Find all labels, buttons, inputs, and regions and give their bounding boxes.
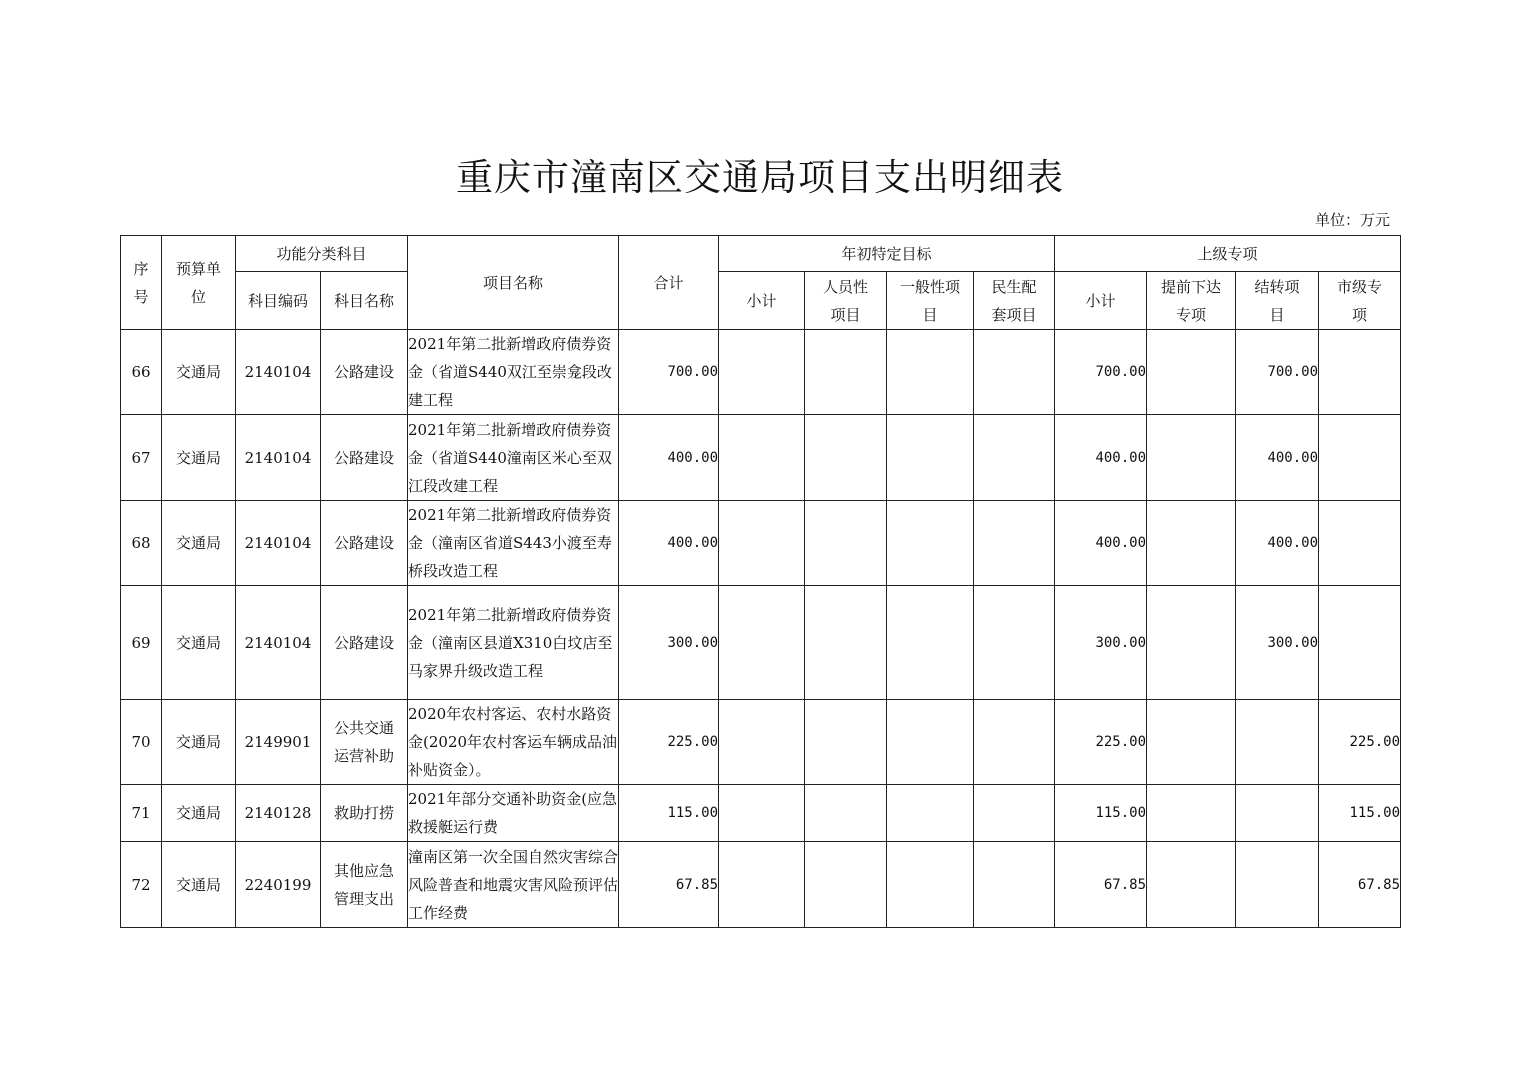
table-row [121,785,1401,842]
cell-unit: 交通局 [162,842,236,928]
header-advance: 提前下达专项 [1147,272,1236,330]
cell-code: 2140104 [236,586,321,700]
table-row [121,330,1401,415]
header-unit: 预算单位 [162,236,236,330]
cell-project: 2021年部分交通补助资金(应急救援艇运行费 [408,785,619,842]
cell-advance [1147,415,1236,501]
cell-unit: 交通局 [162,330,236,415]
cell-personnel [805,586,887,700]
cell-livelihood [974,785,1055,842]
header-carryover: 结转项目 [1236,272,1319,330]
header-annual-target: 年初特定目标 [719,236,1055,272]
cell-unit: 交通局 [162,415,236,501]
cell-personnel [805,785,887,842]
cell-livelihood [974,501,1055,586]
cell-advance [1147,330,1236,415]
cell-superior-subtotal: 67.85 [1055,842,1147,928]
header-row-2 [121,272,1401,330]
cell-personnel [805,842,887,928]
cell-code: 2140104 [236,501,321,586]
cell-subject: 其他应急管理支出 [321,842,408,928]
cell-livelihood [974,586,1055,700]
table-row [121,501,1401,586]
cell-seq: 68 [121,501,162,586]
cell-total: 700.00 [619,330,719,415]
cell-carryover: 400.00 [1236,501,1319,586]
cell-annual-subtotal [719,842,805,928]
header-personnel: 人员性项目 [805,272,887,330]
cell-unit: 交通局 [162,700,236,785]
cell-advance [1147,842,1236,928]
cell-code: 2240199 [236,842,321,928]
header-func-class: 功能分类科目 [236,236,408,272]
header-city: 市级专项 [1319,272,1401,330]
cell-personnel [805,700,887,785]
cell-seq: 70 [121,700,162,785]
cell-general [887,501,974,586]
cell-personnel [805,501,887,586]
cell-city [1319,586,1401,700]
cell-unit: 交通局 [162,501,236,586]
cell-project: 2021年第二批新增政府债券资金（潼南区县道X310白坟店至马家界升级改造工程 [408,586,619,700]
cell-project: 2021年第二批新增政府债券资金（省道S440双江至崇龛段改建工程 [408,330,619,415]
cell-carryover [1236,785,1319,842]
table-row [121,415,1401,501]
cell-superior-subtotal: 225.00 [1055,700,1147,785]
header-subject-code: 科目编码 [236,272,321,330]
header-total: 合计 [619,236,719,330]
cell-general [887,330,974,415]
cell-total: 115.00 [619,785,719,842]
cell-total: 400.00 [619,501,719,586]
cell-code: 2149901 [236,700,321,785]
header-annual-subtotal: 小计 [719,272,805,330]
header-seq: 序号 [121,236,162,330]
cell-project: 潼南区第一次全国自然灾害综合风险普查和地震灾害风险预评估工作经费 [408,842,619,928]
cell-general [887,842,974,928]
cell-seq: 71 [121,785,162,842]
cell-code: 2140104 [236,415,321,501]
cell-advance [1147,501,1236,586]
cell-unit: 交通局 [162,586,236,700]
header-superior: 上级专项 [1055,236,1401,272]
cell-annual-subtotal [719,785,805,842]
cell-seq: 72 [121,842,162,928]
cell-subject: 救助打捞 [321,785,408,842]
cell-total: 400.00 [619,415,719,501]
cell-total: 225.00 [619,700,719,785]
header-row-1 [121,236,1401,272]
cell-subject: 公路建设 [321,501,408,586]
cell-carryover: 700.00 [1236,330,1319,415]
page-title: 重庆市潼南区交通局项目支出明细表 [456,156,1064,199]
cell-city [1319,501,1401,586]
table-row [121,842,1401,928]
cell-carryover: 400.00 [1236,415,1319,501]
header-general: 一般性项目 [887,272,974,330]
cell-general [887,415,974,501]
cell-annual-subtotal [719,586,805,700]
cell-seq: 67 [121,415,162,501]
cell-city: 225.00 [1319,700,1401,785]
header-superior-subtotal: 小计 [1055,272,1147,330]
cell-livelihood [974,415,1055,501]
cell-general [887,785,974,842]
cell-carryover: 300.00 [1236,586,1319,700]
cell-annual-subtotal [719,415,805,501]
cell-annual-subtotal [719,501,805,586]
cell-project: 2021年第二批新增政府债券资金（省道S440潼南区米心至双江段改建工程 [408,415,619,501]
cell-subject: 公路建设 [321,330,408,415]
cell-city [1319,330,1401,415]
cell-advance [1147,586,1236,700]
cell-code: 2140128 [236,785,321,842]
cell-carryover [1236,700,1319,785]
cell-carryover [1236,842,1319,928]
cell-city [1319,415,1401,501]
cell-project: 2020年农村客运、农村水路资金(2020年农村客运车辆成品油补贴资金）。 [408,700,619,785]
cell-subject: 公路建设 [321,415,408,501]
cell-city: 67.85 [1319,842,1401,928]
cell-seq: 69 [121,586,162,700]
cell-unit: 交通局 [162,785,236,842]
cell-total: 67.85 [619,842,719,928]
cell-general [887,586,974,700]
cell-superior-subtotal: 115.00 [1055,785,1147,842]
cell-superior-subtotal: 400.00 [1055,501,1147,586]
cell-livelihood [974,842,1055,928]
cell-seq: 66 [121,330,162,415]
cell-superior-subtotal: 300.00 [1055,586,1147,700]
cell-advance [1147,785,1236,842]
cell-subject: 公路建设 [321,586,408,700]
cell-personnel [805,330,887,415]
cell-annual-subtotal [719,700,805,785]
cell-project: 2021年第二批新增政府债券资金（潼南区省道S443小渡至寿桥段改造工程 [408,501,619,586]
header-livelihood: 民生配套项目 [974,272,1055,330]
cell-annual-subtotal [719,330,805,415]
table-row [121,700,1401,785]
cell-livelihood [974,700,1055,785]
table-row [121,586,1401,700]
cell-advance [1147,700,1236,785]
cell-code: 2140104 [236,330,321,415]
header-subject-name: 科目名称 [321,272,408,330]
cell-subject: 公共交通运营补助 [321,700,408,785]
project-expense-table [120,235,1401,928]
unit-label: 单位：万元 [1314,211,1390,229]
cell-superior-subtotal: 700.00 [1055,330,1147,415]
cell-city: 115.00 [1319,785,1401,842]
cell-total: 300.00 [619,586,719,700]
header-project-name: 项目名称 [408,236,619,330]
cell-general [887,700,974,785]
cell-superior-subtotal: 400.00 [1055,415,1147,501]
cell-livelihood [974,330,1055,415]
cell-personnel [805,415,887,501]
